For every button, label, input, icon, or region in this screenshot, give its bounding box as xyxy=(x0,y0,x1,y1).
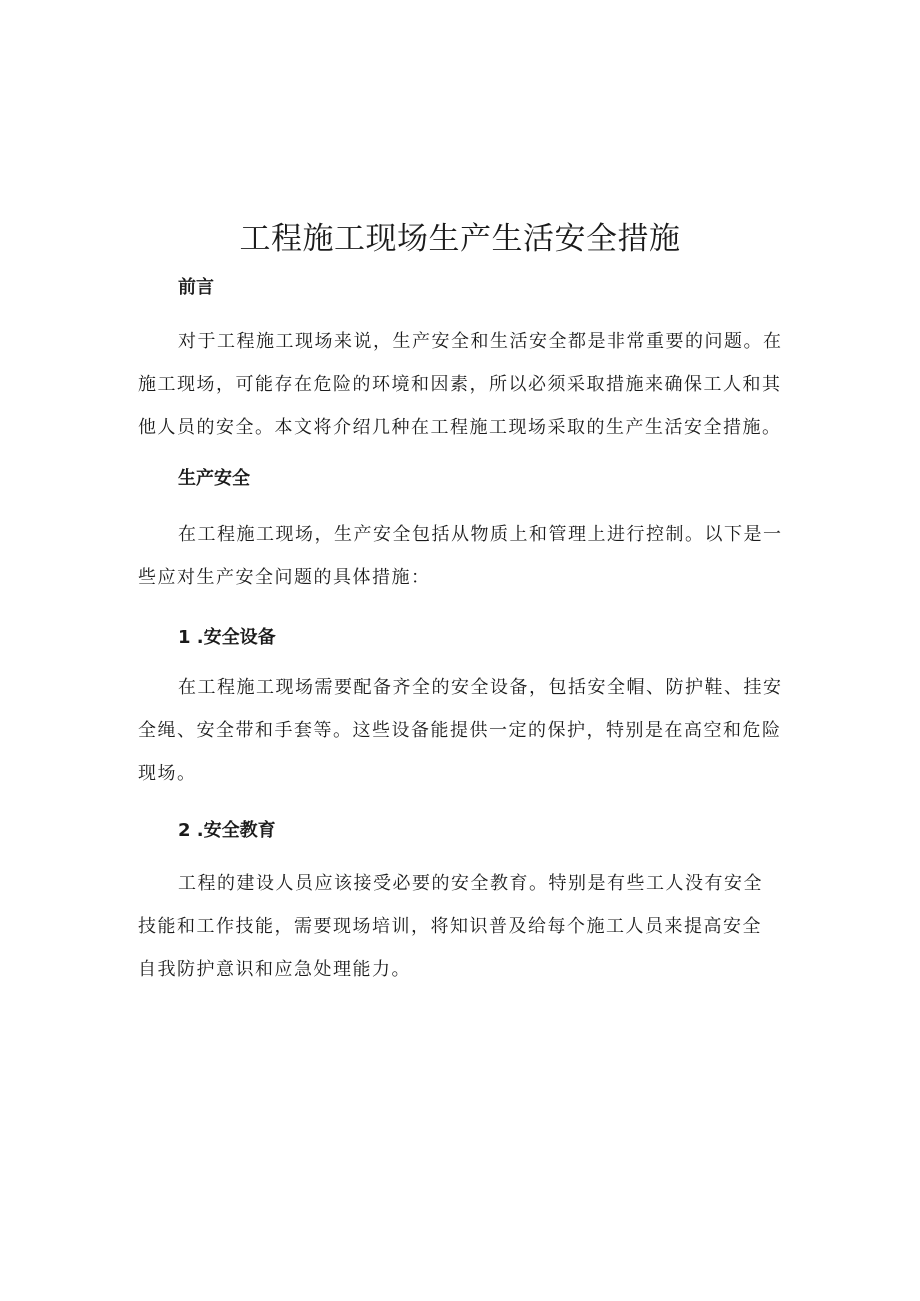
paragraph-line: 在工程施工现场，生产安全包括从物质上和管理上进行控制。以下是一 xyxy=(178,524,783,545)
paragraph-line: 现场。 xyxy=(138,763,197,784)
paragraph-line: 工程的建设人员应该接受必要的安全教育。特别是有些工人没有安全 xyxy=(178,873,763,894)
safety-education-paragraph xyxy=(138,862,800,991)
paragraph-line: 技能和工作技能，需要现场培训，将知识普及给每个施工人员来提高安全 xyxy=(138,916,762,937)
section-heading-safety-equipment: 1 .安全设备 xyxy=(178,627,276,648)
paragraph-line: 施工现场，可能存在危险的环境和因素，所以必须采取措施来确保工人和其 xyxy=(138,374,782,395)
paragraph-line: 对于工程施工现场来说，生产安全和生活安全都是非常重要的问题。在 xyxy=(178,331,783,352)
section-heading-safety-education: 2 .安全教育 xyxy=(178,820,276,841)
paragraph-line: 自我防护意识和应急处理能力。 xyxy=(138,959,411,980)
preface-paragraph xyxy=(138,320,800,449)
paragraph-line: 些应对生产安全问题的具体措施： xyxy=(138,567,431,588)
document-title: 工程施工现场生产生活安全措施 xyxy=(239,221,681,257)
section-heading-production-safety: 生产安全 xyxy=(178,468,250,489)
paragraph-line: 他人员的安全。本文将介绍几种在工程施工现场采取的生产生活安全措施。 xyxy=(138,417,782,438)
paragraph-line: 全绳、安全带和手套等。这些设备能提供一定的保护，特别是在高空和危险 xyxy=(138,720,782,741)
safety-equipment-paragraph xyxy=(138,666,800,795)
section-heading-preface: 前言 xyxy=(178,277,214,298)
production-safety-paragraph xyxy=(138,513,800,599)
paragraph-line: 在工程施工现场需要配备齐全的安全设备，包括安全帽、防护鞋、挂安 xyxy=(178,677,783,698)
